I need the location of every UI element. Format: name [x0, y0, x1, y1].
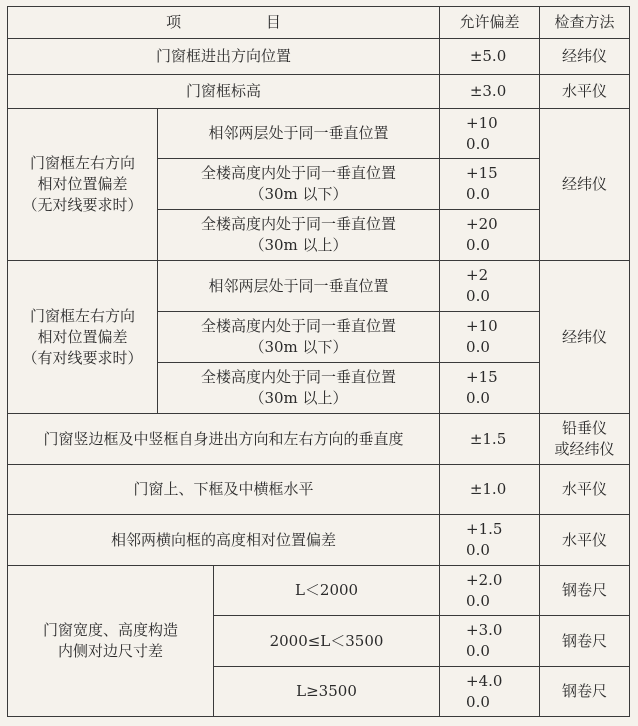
group-label-line: 门窗框左右方向 — [29, 306, 135, 325]
tolerance-upper: +10 — [466, 317, 498, 335]
tolerance-upper: +20 — [466, 215, 498, 233]
method-line: 铅垂仪 — [562, 419, 608, 437]
tolerance-cell: ±3.0 — [440, 75, 540, 109]
tolerance-table — [7, 6, 630, 717]
table-row — [8, 515, 630, 566]
group-label-cell — [8, 566, 214, 717]
tolerance-cell — [440, 515, 540, 566]
method-cell: 水平仪 — [540, 515, 630, 566]
group-label-line: 相对位置偏差 — [37, 327, 128, 346]
header-tolerance-cell: 允许偏差 — [440, 7, 540, 39]
group-label-cell — [8, 109, 158, 261]
group-label-line: 内侧对边尺寸差 — [57, 642, 163, 660]
tolerance-upper: +3.0 — [466, 621, 503, 639]
sub-item-line: （30m 以下） — [249, 185, 348, 203]
table-row — [8, 109, 630, 159]
method-cell: 水平仪 — [540, 75, 630, 109]
tolerance-cell — [440, 312, 540, 363]
group-label-line: 门窗框左右方向 — [29, 154, 135, 172]
tolerance-upper: +10 — [466, 113, 498, 132]
item-cell: 门窗竖边框及中竖框自身进出方向和左右方向的垂直度 — [8, 414, 440, 465]
table-header-row — [8, 7, 630, 39]
table-row — [8, 465, 630, 515]
tolerance-cell — [440, 363, 540, 414]
group-label-line: （有对线要求时） — [22, 348, 143, 367]
sub-item-cell: 2000≤L＜3500 — [214, 616, 440, 667]
group-label-cell — [8, 261, 158, 414]
method-cell: 钢卷尺 — [540, 667, 630, 717]
item-cell: 门窗框标高 — [8, 75, 440, 109]
tolerance-cell: ±1.5 — [440, 414, 540, 465]
table-row — [8, 39, 630, 75]
sub-item-line: 全楼高度内处于同一垂直位置 — [201, 164, 397, 182]
sub-item-line: （30m 以上） — [249, 389, 348, 407]
method-cell: 水平仪 — [540, 465, 630, 515]
sub-item-cell: L＜2000 — [214, 566, 440, 616]
tolerance-upper: +2.0 — [466, 570, 503, 589]
tolerance-upper: +15 — [466, 368, 498, 386]
table-row — [8, 566, 630, 616]
group-label-line: （无对线要求时） — [22, 196, 143, 214]
tolerance-cell — [440, 210, 540, 261]
item-cell: 门窗上、下框及中横框水平 — [8, 465, 440, 515]
tolerance-upper: +1.5 — [466, 520, 503, 538]
method-cell: 钢卷尺 — [540, 616, 630, 667]
tolerance-lower: 0.0 — [466, 389, 490, 407]
method-cell: 钢卷尺 — [540, 566, 630, 616]
tolerance-cell — [440, 109, 540, 159]
group-label-line: 相对位置偏差 — [37, 175, 128, 193]
sub-item-cell — [158, 363, 440, 414]
header-item-cell — [8, 7, 440, 39]
item-cell: 门窗框进出方向位置 — [8, 39, 440, 75]
tolerance-cell — [440, 616, 540, 667]
tolerance-lower: 0.0 — [466, 287, 490, 305]
sub-item-cell — [158, 261, 440, 312]
sub-item-cell — [158, 210, 440, 261]
sub-item-line: （30m 以下） — [249, 338, 348, 356]
tolerance-lower: 0.0 — [466, 591, 490, 610]
method-cell: 经纬仪 — [540, 261, 630, 414]
tolerance-upper: +15 — [466, 164, 498, 182]
sub-item-cell — [158, 159, 440, 210]
header-method-cell: 检查方法 — [540, 7, 630, 39]
method-line: 或经纬仪 — [554, 440, 615, 458]
tolerance-lower: 0.0 — [466, 642, 490, 660]
tolerance-cell: ±5.0 — [440, 39, 540, 75]
tolerance-cell — [440, 566, 540, 616]
table-row — [8, 261, 630, 312]
sub-item-line: （30m 以上） — [249, 236, 348, 254]
tolerance-upper: +2 — [466, 266, 489, 284]
sub-item-cell — [158, 312, 440, 363]
tolerance-lower: 0.0 — [466, 692, 490, 711]
tolerance-lower: 0.0 — [466, 541, 490, 559]
tolerance-lower: 0.0 — [466, 338, 490, 356]
tolerance-lower: 0.0 — [466, 185, 490, 203]
header-item-label: 项 目 — [166, 13, 321, 31]
tolerance-upper: +4.0 — [466, 671, 503, 690]
sub-item-line: 相邻两层处于同一垂直位置 — [208, 124, 389, 142]
tolerance-cell — [440, 261, 540, 312]
sub-item-line: 相邻两层处于同一垂直位置 — [208, 276, 389, 295]
tolerance-lower: 0.0 — [466, 134, 490, 153]
sub-item-cell: L≥3500 — [214, 667, 440, 717]
tolerance-cell — [440, 667, 540, 717]
tolerance-cell: ±1.0 — [440, 465, 540, 515]
group-label-line: 门窗宽度、高度构造 — [42, 621, 178, 639]
sub-item-line: 全楼高度内处于同一垂直位置 — [201, 317, 397, 335]
method-cell: 经纬仪 — [540, 39, 630, 75]
table-row — [8, 75, 630, 109]
method-cell — [540, 414, 630, 465]
item-cell: 相邻两横向框的高度相对位置偏差 — [8, 515, 440, 566]
sub-item-line: 全楼高度内处于同一垂直位置 — [201, 215, 397, 233]
table-row — [8, 414, 630, 465]
sub-item-cell — [158, 109, 440, 159]
tolerance-cell — [440, 159, 540, 210]
sub-item-line: 全楼高度内处于同一垂直位置 — [201, 368, 397, 386]
method-cell: 经纬仪 — [540, 109, 630, 261]
tolerance-lower: 0.0 — [466, 236, 490, 254]
